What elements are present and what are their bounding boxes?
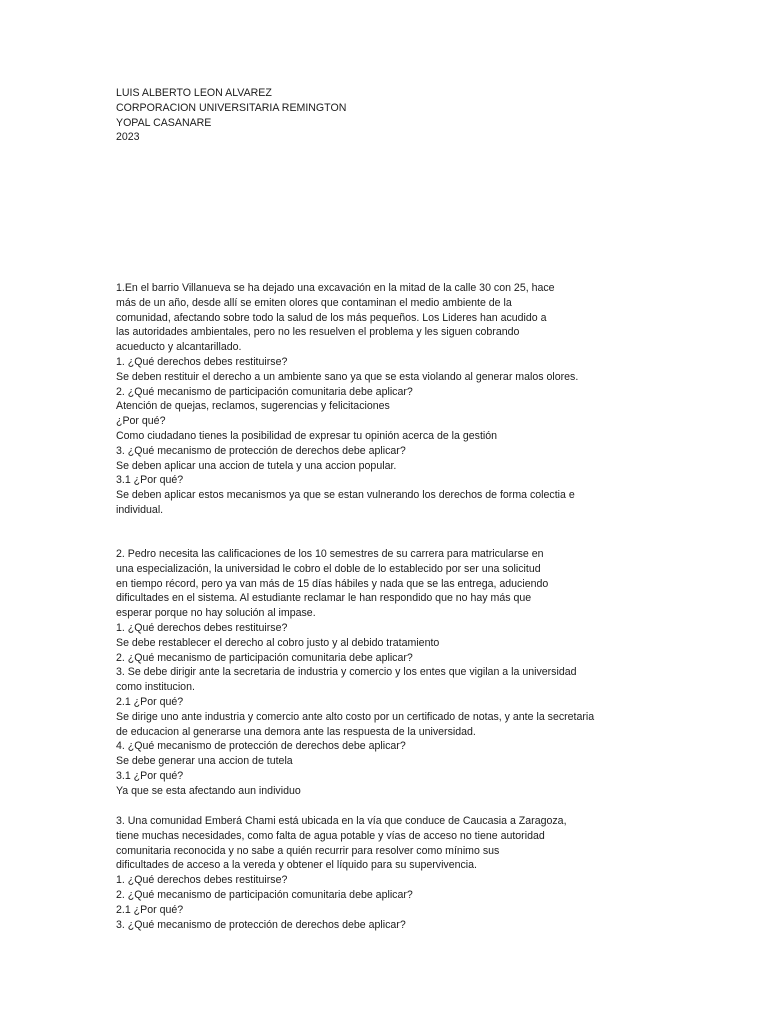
text-line: 1. ¿Qué derechos debes restituirse? [116,621,288,634]
text-line: 2. Pedro necesita las calificaciones de los 10 semestres de su carrera para matricularse en [116,548,544,560]
text-line: 2.1 ¿Por qué? [116,695,184,708]
text-line: acueducto y alcantarillado. [116,341,242,354]
text-line: de educacion al generarse una demora ante las respuesta de la universidad. [116,725,476,738]
text-line: 4. ¿Qué mecanismo de protección de derechos debe aplicar? [116,740,406,753]
text-line: Se debe restablecer el derecho al cobro justo y al debido tratamiento [116,636,440,649]
text-line: 2. ¿Qué mecanismo de participación comunitaria debe aplicar? [116,651,413,664]
text-line: 3. ¿Qué mecanismo de protección de derechos debe aplicar? [116,444,406,457]
text-line: en tiempo récord, pero ya van más de 15 días hábiles y nada que se las entrega, aduciendo [116,577,549,590]
text-line: Se dirige uno ante industria y comercio ante alto costo por un certificado de notas, y ante la secretaria [116,710,595,723]
text-line: Se deben aplicar una accion de tutela y una accion popular. [116,459,397,472]
header-line: LUIS ALBERTO LEON ALVAREZ [116,87,272,99]
text-line: Atención de quejas, reclamos, sugerencias y felicitaciones [116,400,390,413]
text-line: más de un año, desde allí se emiten olores que contaminan el medio ambiente de la [116,296,512,309]
text-line: tiene muchas necesidades, como falta de agua potable y vías de acceso no tiene autoridad [116,829,545,842]
text-line: esperar porque no hay solución al impase. [116,607,316,620]
header-line: 2023 [116,131,140,144]
text-line: 3.1 ¿Por qué? [116,474,184,487]
question-section-3 [116,814,736,932]
text-line: dificultades de acceso a la vereda y obtener el líquido para su supervivencia. [116,859,477,872]
author-header [116,86,736,145]
header-line: CORPORACION UNIVERSITARIA REMINGTON [116,101,347,114]
text-line: comunitaria reconocida y no sabe a quién recurrir para resolver como mínimo sus [116,844,500,857]
text-line: las autoridades ambientales, pero no les resuelven el problema y les siguen cobrando [116,326,520,339]
text-line: individual. [116,503,164,516]
text-line: Como ciudadano tienes la posibilidad de expresar tu opinión acerca de la gestión [116,429,498,442]
question-section-2 [116,547,736,799]
text-line: como institucion. [116,681,195,694]
text-line: 3.1 ¿Por qué? [116,769,184,782]
text-line: Se debe generar una accion de tutela [116,755,293,768]
text-line: 1. ¿Qué derechos debes restituirse? [116,355,288,368]
text-line: comunidad, afectando sobre todo la salud de los más pequeños. Los Lideres han acudido a [116,311,547,324]
question-section-1 [116,281,736,518]
text-line: Se deben restituir el derecho a un ambiente sano ya que se esta violando al generar malos olores. [116,370,579,383]
text-line: ¿Por qué? [116,415,166,428]
text-line: 3. Se debe dirigir ante la secretaria de industria y comercio y los entes que vigilan a la universidad [116,666,577,679]
text-line: 1.En el barrio Villanueva se ha dejado una excavación en la mitad de la calle 30 con 25, hace [116,282,555,294]
text-line: 3. ¿Qué mecanismo de protección de derechos debe aplicar? [116,918,406,931]
text-line: 3. Una comunidad Emberá Chami está ubicada en la vía que conduce de Caucasia a Zaragoza, [116,815,567,827]
text-line: 2. ¿Qué mecanismo de participación comunitaria debe aplicar? [116,385,413,398]
text-line: una especialización, la universidad le cobro el doble de lo establecido por ser una solicitud [116,562,541,575]
text-line: Ya que se esta afectando aun individuo [116,784,301,797]
header-line: YOPAL CASANARE [116,116,212,129]
text-line: 2.1 ¿Por qué? [116,903,184,916]
text-line: dificultades en el sistema. Al estudiante reclamar le han respondido que no hay más que [116,592,532,605]
text-line: 2. ¿Qué mecanismo de participación comunitaria debe aplicar? [116,888,413,901]
text-line: Se deben aplicar estos mecanismos ya que se estan vulnerando los derechos de forma colectia e [116,489,575,502]
text-line: 1. ¿Qué derechos debes restituirse? [116,874,288,887]
